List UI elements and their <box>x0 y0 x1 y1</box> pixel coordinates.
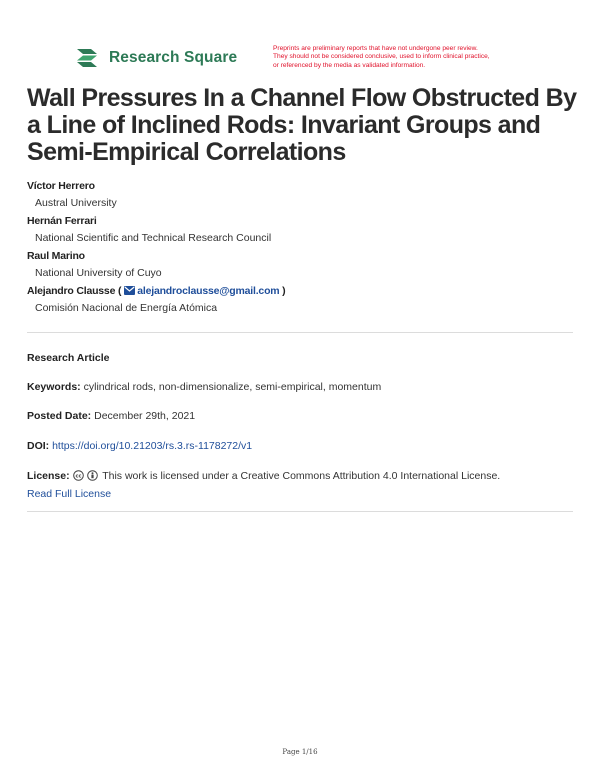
mail-icon <box>124 286 135 295</box>
doi-label: DOI: <box>27 440 50 452</box>
article-type: Research Article <box>27 352 110 364</box>
doi <box>27 440 252 452</box>
license <box>27 470 500 482</box>
author-name: Hernán Ferrari <box>27 215 97 227</box>
read-full-license-link[interactable]: Read Full License <box>27 488 112 500</box>
author-affiliation: National University of Cuyo <box>35 267 162 279</box>
author-list <box>27 180 577 315</box>
paper-title: Wall Pressures In a Channel Flow Obstructed By a Line of Inclined Rods: Invariant Groups and Semi-Empirical Correlations <box>27 84 577 166</box>
preprint-notice <box>273 45 573 70</box>
author-email-link[interactable]: alejandroclausse@gmail.com <box>137 285 280 297</box>
keywords-label: Keywords: <box>27 381 81 393</box>
author-affiliation: National Scientific and Technical Research Council <box>35 232 272 244</box>
preprint-notice-line: Preprints are preliminary reports that have not undergone peer review. <box>273 45 478 52</box>
preprint-notice-line: or referenced by the media as validated information. <box>273 61 426 69</box>
doi-link[interactable]: https://doi.org/10.21203/rs.3.rs-1178272/v1 <box>52 440 253 452</box>
author-name: Víctor Herrero <box>27 180 95 192</box>
author-name: Raul Marino <box>27 250 85 262</box>
research-square-logo[interactable] <box>75 46 237 70</box>
preprint-notice-line: They should not be considered conclusive, used to inform clinical practice, <box>273 53 490 61</box>
page-number: Page 1/16 <box>282 748 318 756</box>
author-affiliation: Comisión Nacional de Energía Atómica <box>35 302 218 314</box>
license-label: License: <box>27 470 70 482</box>
license-text: This work is licensed under a Creative Commons Attribution 4.0 International License. <box>102 470 501 482</box>
divider <box>27 332 573 333</box>
research-square-logo-icon <box>75 46 101 70</box>
posted-date-value: December 29th, 2021 <box>94 410 196 422</box>
author-affiliation: Austral University <box>35 197 117 209</box>
posted-date-label: Posted Date: <box>27 410 92 422</box>
keywords <box>27 381 381 393</box>
read-license <box>27 488 111 500</box>
divider <box>27 511 573 512</box>
attribution-icon <box>87 470 98 481</box>
corresponding-author: Alejandro Clausse ( alejandroclausse@gmail.com ) <box>27 285 286 297</box>
creative-commons-icon <box>73 470 84 481</box>
author-name: Alejandro Clausse <box>27 285 116 297</box>
posted-date <box>27 410 195 422</box>
keywords-value: cylindrical rods, non-dimensionalize, semi-empirical, momentum <box>83 381 382 393</box>
brand-name: Research Square <box>109 49 238 66</box>
svg-text:cc: cc <box>75 473 81 480</box>
